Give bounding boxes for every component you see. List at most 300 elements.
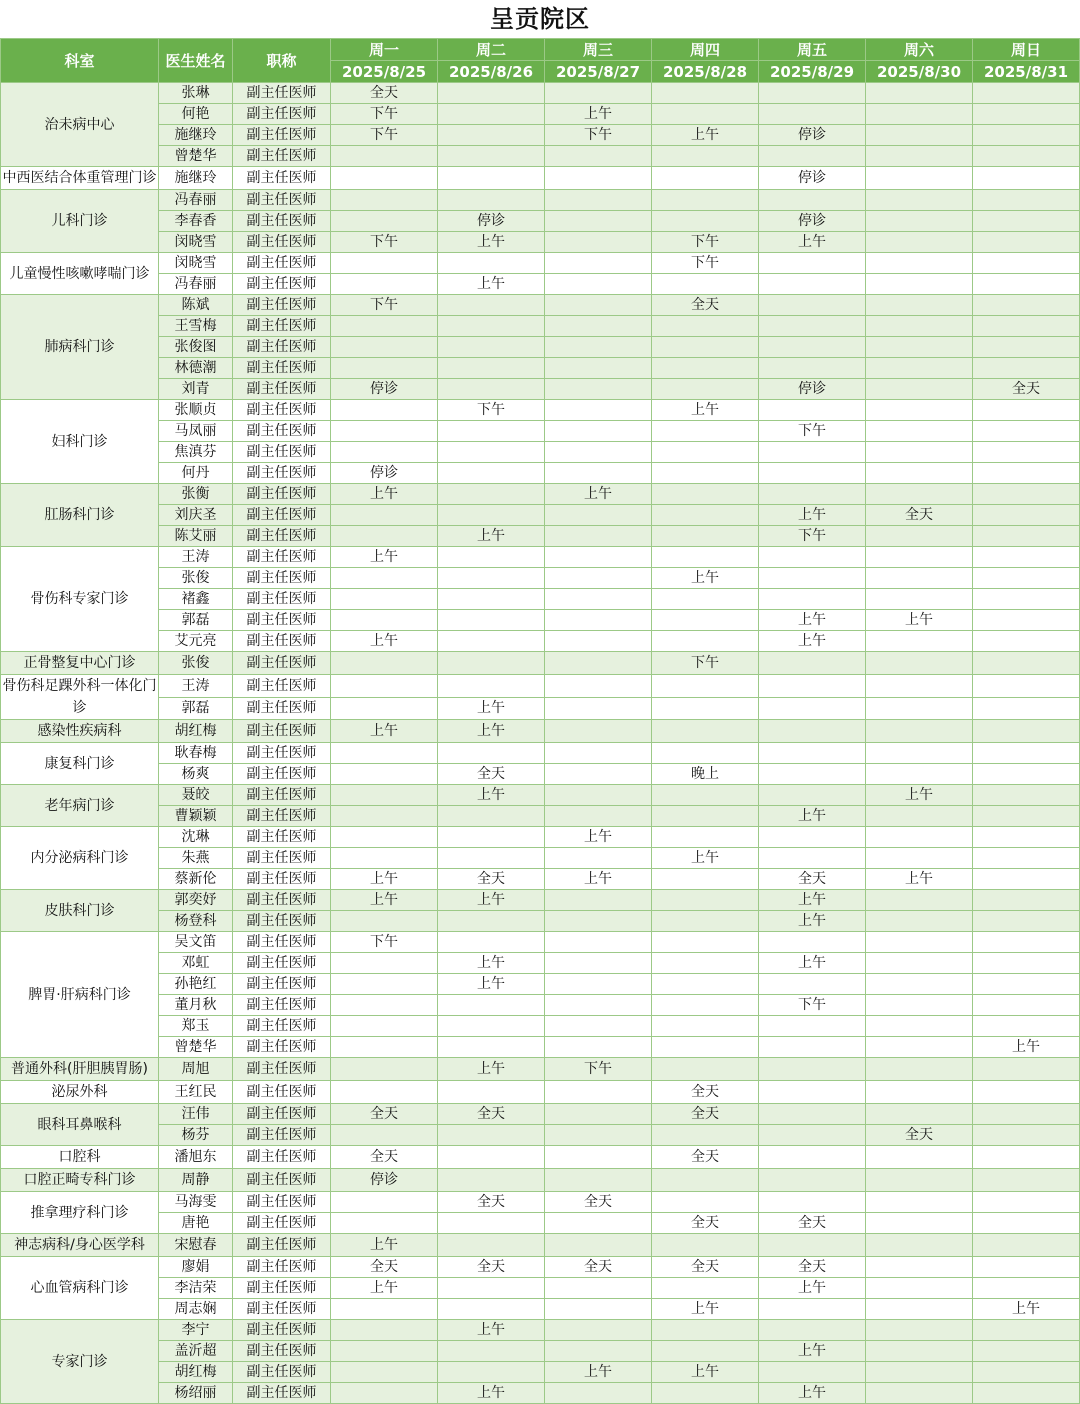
- doctor-title: 副主任医师: [233, 1234, 331, 1257]
- schedule-cell: [866, 1320, 973, 1341]
- doctor-name: 张俊: [159, 652, 233, 675]
- schedule-cell: [973, 995, 1080, 1016]
- schedule-cell: 全天: [438, 764, 545, 785]
- schedule-cell: [652, 442, 759, 463]
- schedule-cell: 上午: [438, 697, 545, 720]
- schedule-cell: [973, 421, 1080, 442]
- schedule-cell: [866, 83, 973, 104]
- schedule-cell: [652, 463, 759, 484]
- schedule-cell: [973, 743, 1080, 764]
- schedule-cell: [438, 125, 545, 146]
- schedule-cell: [652, 167, 759, 190]
- schedule-cell: [759, 675, 866, 698]
- table-row: [1, 1341, 1080, 1362]
- schedule-cell: [759, 764, 866, 785]
- schedule-cell: [545, 547, 652, 568]
- schedule-cell: 全天: [759, 1257, 866, 1278]
- schedule-cell: 上午: [652, 568, 759, 589]
- doctor-title: 副主任医师: [233, 167, 331, 190]
- table-row: [1, 1299, 1080, 1320]
- header-day-mon: 周一: [331, 39, 438, 61]
- doctor-name: 马凤丽: [159, 421, 233, 442]
- table-row: [1, 652, 1080, 675]
- department-name: 专家门诊: [1, 1320, 159, 1404]
- schedule-cell: [866, 400, 973, 421]
- table-row: [1, 995, 1080, 1016]
- schedule-cell: 上午: [545, 484, 652, 505]
- schedule-cell: [652, 890, 759, 911]
- schedule-cell: [652, 526, 759, 547]
- header-day-sun: 周日: [973, 39, 1080, 61]
- doctor-name: 胡红梅: [159, 1362, 233, 1383]
- schedule-cell: 上午: [759, 1341, 866, 1362]
- table-row: [1, 1037, 1080, 1058]
- doctor-title: 副主任医师: [233, 953, 331, 974]
- schedule-cell: [331, 1125, 438, 1146]
- schedule-cell: [545, 379, 652, 400]
- header-date-mon: 2025/8/25: [331, 61, 438, 83]
- schedule-cell: [759, 974, 866, 995]
- schedule-cell: [759, 1320, 866, 1341]
- table-row: [1, 125, 1080, 146]
- schedule-cell: 下午: [331, 932, 438, 953]
- schedule-cell: [331, 827, 438, 848]
- doctor-title: 副主任医师: [233, 785, 331, 806]
- schedule-cell: [545, 631, 652, 652]
- doctor-name: 王雪梅: [159, 316, 233, 337]
- schedule-cell: [866, 743, 973, 764]
- schedule-cell: [545, 1169, 652, 1192]
- schedule-cell: [331, 568, 438, 589]
- doctor-title: 副主任医师: [233, 1299, 331, 1320]
- schedule-cell: [973, 337, 1080, 358]
- schedule-cell: [331, 190, 438, 211]
- schedule-cell: [545, 146, 652, 167]
- doctor-title: 副主任医师: [233, 743, 331, 764]
- table-row: [1, 484, 1080, 505]
- schedule-cell: [331, 146, 438, 167]
- schedule-cell: [438, 146, 545, 167]
- schedule-cell: [866, 652, 973, 675]
- schedule-cell: [652, 743, 759, 764]
- schedule-cell: 上午: [438, 890, 545, 911]
- schedule-cell: [973, 190, 1080, 211]
- schedule-cell: [438, 1169, 545, 1192]
- schedule-cell: 停诊: [759, 125, 866, 146]
- schedule-cell: 停诊: [331, 463, 438, 484]
- schedule-cell: [866, 697, 973, 720]
- schedule-cell: [545, 274, 652, 295]
- schedule-cell: [866, 146, 973, 167]
- schedule-cell: 晚上: [652, 764, 759, 785]
- schedule-cell: [545, 1320, 652, 1341]
- schedule-cell: 停诊: [331, 1169, 438, 1192]
- schedule-cell: [973, 463, 1080, 484]
- schedule-cell: [652, 274, 759, 295]
- schedule-cell: [866, 848, 973, 869]
- schedule-cell: [973, 953, 1080, 974]
- schedule-cell: 上午: [759, 911, 866, 932]
- doctor-title: 副主任医师: [233, 104, 331, 125]
- schedule-cell: 上午: [545, 1362, 652, 1383]
- schedule-cell: 上午: [438, 1058, 545, 1081]
- schedule-cell: [866, 316, 973, 337]
- doctor-name: 潘旭东: [159, 1146, 233, 1169]
- table-row: [1, 526, 1080, 547]
- schedule-cell: [759, 827, 866, 848]
- schedule-cell: 停诊: [759, 379, 866, 400]
- schedule-cell: [866, 1081, 973, 1104]
- doctor-name: 冯春丽: [159, 274, 233, 295]
- schedule-cell: 全天: [652, 1104, 759, 1125]
- schedule-cell: [652, 911, 759, 932]
- schedule-cell: [759, 83, 866, 104]
- schedule-cell: [866, 358, 973, 379]
- schedule-cell: [973, 589, 1080, 610]
- schedule-cell: [652, 827, 759, 848]
- schedule-cell: [331, 1341, 438, 1362]
- schedule-cell: 下午: [759, 995, 866, 1016]
- doctor-name: 郭磊: [159, 697, 233, 720]
- table-row: [1, 610, 1080, 631]
- table-row: [1, 848, 1080, 869]
- schedule-cell: [331, 652, 438, 675]
- schedule-cell: [973, 400, 1080, 421]
- schedule-cell: [652, 337, 759, 358]
- schedule-cell: 上午: [866, 785, 973, 806]
- doctor-title: 副主任医师: [233, 974, 331, 995]
- schedule-cell: [866, 1169, 973, 1192]
- doctor-title: 副主任医师: [233, 827, 331, 848]
- schedule-cell: 上午: [545, 104, 652, 125]
- schedule-cell: [331, 274, 438, 295]
- schedule-cell: [545, 652, 652, 675]
- schedule-cell: [438, 442, 545, 463]
- schedule-cell: [973, 253, 1080, 274]
- doctor-title: 副主任医师: [233, 675, 331, 698]
- schedule-cell: [545, 568, 652, 589]
- table-row: [1, 675, 1080, 698]
- schedule-cell: 全天: [545, 1192, 652, 1213]
- table-row: [1, 400, 1080, 421]
- schedule-cell: [331, 764, 438, 785]
- doctor-title: 副主任医师: [233, 316, 331, 337]
- table-row: [1, 785, 1080, 806]
- schedule-cell: [973, 295, 1080, 316]
- schedule-cell: [973, 1169, 1080, 1192]
- schedule-cell: [545, 1299, 652, 1320]
- table-body: [1, 83, 1080, 1404]
- schedule-cell: [759, 274, 866, 295]
- doctor-name: 蔡新伦: [159, 869, 233, 890]
- schedule-cell: [545, 83, 652, 104]
- schedule-cell: [759, 1037, 866, 1058]
- schedule-cell: 上午: [438, 720, 545, 743]
- schedule-cell: [545, 337, 652, 358]
- schedule-cell: [438, 1125, 545, 1146]
- schedule-cell: [652, 1016, 759, 1037]
- schedule-cell: [331, 421, 438, 442]
- schedule-cell: [545, 1016, 652, 1037]
- schedule-cell: [759, 1192, 866, 1213]
- doctor-name: 张琳: [159, 83, 233, 104]
- doctor-title: 副主任医师: [233, 1213, 331, 1234]
- doctor-name: 张衡: [159, 484, 233, 505]
- schedule-cell: [973, 104, 1080, 125]
- schedule-cell: [331, 785, 438, 806]
- doctor-name: 曾楚华: [159, 146, 233, 167]
- header-name: 医生姓名: [159, 39, 233, 83]
- schedule-cell: [973, 442, 1080, 463]
- schedule-cell: [759, 652, 866, 675]
- doctor-name: 唐艳: [159, 1213, 233, 1234]
- schedule-cell: [545, 743, 652, 764]
- doctor-name: 杨爽: [159, 764, 233, 785]
- schedule-cell: [652, 421, 759, 442]
- doctor-title: 副主任医师: [233, 720, 331, 743]
- doctor-title: 副主任医师: [233, 995, 331, 1016]
- schedule-cell: [866, 890, 973, 911]
- schedule-cell: [759, 1125, 866, 1146]
- doctor-title: 副主任医师: [233, 1320, 331, 1341]
- schedule-cell: 上午: [759, 1278, 866, 1299]
- schedule-cell: 上午: [759, 610, 866, 631]
- schedule-cell: [331, 806, 438, 827]
- schedule-cell: [866, 932, 973, 953]
- doctor-title: 副主任医师: [233, 869, 331, 890]
- schedule-cell: [545, 232, 652, 253]
- schedule-cell: [973, 1213, 1080, 1234]
- schedule-cell: [866, 827, 973, 848]
- table-row: [1, 1213, 1080, 1234]
- schedule-cell: [545, 190, 652, 211]
- schedule-cell: [331, 442, 438, 463]
- schedule-cell: [866, 764, 973, 785]
- schedule-cell: [652, 190, 759, 211]
- schedule-cell: [973, 505, 1080, 526]
- schedule-cell: [545, 442, 652, 463]
- schedule-cell: [866, 463, 973, 484]
- table-row: [1, 827, 1080, 848]
- schedule-cell: [759, 253, 866, 274]
- schedule-cell: [866, 547, 973, 568]
- doctor-name: 刘青: [159, 379, 233, 400]
- doctor-name: 张俊图: [159, 337, 233, 358]
- schedule-cell: 全天: [866, 1125, 973, 1146]
- schedule-cell: [545, 764, 652, 785]
- schedule-cell: [545, 316, 652, 337]
- schedule-cell: [331, 848, 438, 869]
- schedule-cell: [652, 1169, 759, 1192]
- schedule-cell: [866, 1234, 973, 1257]
- schedule-cell: 上午: [438, 785, 545, 806]
- schedule-cell: [652, 869, 759, 890]
- doctor-name: 冯春丽: [159, 190, 233, 211]
- schedule-cell: [652, 1125, 759, 1146]
- department-name: 眼科耳鼻喉科: [1, 1104, 159, 1146]
- schedule-cell: [973, 675, 1080, 698]
- schedule-cell: [438, 806, 545, 827]
- table-row: [1, 953, 1080, 974]
- schedule-cell: 下午: [331, 295, 438, 316]
- schedule-cell: [545, 400, 652, 421]
- table-row: [1, 1016, 1080, 1037]
- schedule-cell: [759, 1058, 866, 1081]
- doctor-title: 副主任医师: [233, 442, 331, 463]
- doctor-name: 闵晓雪: [159, 253, 233, 274]
- department-name: 泌尿外科: [1, 1081, 159, 1104]
- doctor-name: 马海雯: [159, 1192, 233, 1213]
- schedule-cell: 上午: [331, 547, 438, 568]
- schedule-cell: 停诊: [759, 211, 866, 232]
- table-row: [1, 1146, 1080, 1169]
- schedule-cell: [331, 911, 438, 932]
- doctor-name: 王红民: [159, 1081, 233, 1104]
- schedule-cell: [331, 253, 438, 274]
- schedule-cell: [545, 1383, 652, 1404]
- schedule-cell: [652, 995, 759, 1016]
- schedule-cell: [652, 1234, 759, 1257]
- schedule-cell: [331, 337, 438, 358]
- table-row: [1, 232, 1080, 253]
- schedule-cell: [438, 547, 545, 568]
- schedule-cell: [652, 932, 759, 953]
- schedule-cell: [438, 83, 545, 104]
- schedule-cell: [331, 697, 438, 720]
- doctor-title: 副主任医师: [233, 547, 331, 568]
- schedule-cell: [973, 827, 1080, 848]
- schedule-cell: [866, 190, 973, 211]
- schedule-cell: [438, 104, 545, 125]
- schedule-cell: 全天: [652, 1257, 759, 1278]
- schedule-cell: [973, 610, 1080, 631]
- doctor-name: 沈琳: [159, 827, 233, 848]
- schedule-cell: 下午: [331, 232, 438, 253]
- schedule-cell: [652, 358, 759, 379]
- schedule-cell: [973, 869, 1080, 890]
- schedule-cell: [866, 720, 973, 743]
- schedule-cell: [866, 421, 973, 442]
- schedule-cell: [759, 1362, 866, 1383]
- header-day-sat: 周六: [866, 39, 973, 61]
- table-row: [1, 1383, 1080, 1404]
- schedule-cell: [973, 911, 1080, 932]
- schedule-cell: [438, 463, 545, 484]
- doctor-name: 张俊: [159, 568, 233, 589]
- schedule-cell: [866, 442, 973, 463]
- schedule-table: [0, 38, 1080, 1404]
- schedule-cell: [866, 1213, 973, 1234]
- department-name: 老年病门诊: [1, 785, 159, 827]
- schedule-cell: [973, 146, 1080, 167]
- schedule-cell: [973, 720, 1080, 743]
- doctor-name: 焦滇芬: [159, 442, 233, 463]
- schedule-cell: [973, 484, 1080, 505]
- schedule-cell: [331, 589, 438, 610]
- table-row: [1, 1125, 1080, 1146]
- doctor-title: 副主任医师: [233, 652, 331, 675]
- schedule-cell: 全天: [438, 869, 545, 890]
- doctor-name: 曾楚华: [159, 1037, 233, 1058]
- schedule-cell: 全天: [866, 505, 973, 526]
- schedule-cell: [652, 316, 759, 337]
- schedule-cell: [545, 610, 652, 631]
- schedule-cell: [331, 743, 438, 764]
- doctor-title: 副主任医师: [233, 190, 331, 211]
- schedule-cell: [759, 442, 866, 463]
- doctor-name: 林德潮: [159, 358, 233, 379]
- schedule-cell: 停诊: [759, 167, 866, 190]
- schedule-cell: [973, 1081, 1080, 1104]
- schedule-cell: [866, 1104, 973, 1125]
- department-name: 正骨整复中心门诊: [1, 652, 159, 675]
- schedule-cell: [973, 1278, 1080, 1299]
- schedule-cell: [438, 1146, 545, 1169]
- doctor-title: 副主任医师: [233, 358, 331, 379]
- doctor-title: 副主任医师: [233, 631, 331, 652]
- schedule-cell: [759, 547, 866, 568]
- schedule-cell: 上午: [866, 869, 973, 890]
- table-row: [1, 869, 1080, 890]
- schedule-cell: [866, 232, 973, 253]
- doctor-title: 副主任医师: [233, 1341, 331, 1362]
- doctor-name: 王涛: [159, 547, 233, 568]
- doctor-title: 副主任医师: [233, 146, 331, 167]
- department-name: 推拿理疗科门诊: [1, 1192, 159, 1234]
- schedule-cell: [973, 1341, 1080, 1362]
- schedule-cell: [866, 675, 973, 698]
- table-row: [1, 146, 1080, 167]
- schedule-cell: [866, 379, 973, 400]
- schedule-cell: [973, 697, 1080, 720]
- schedule-cell: [331, 1362, 438, 1383]
- schedule-cell: [545, 890, 652, 911]
- doctor-title: 副主任医师: [233, 125, 331, 146]
- schedule-cell: [438, 1278, 545, 1299]
- department-name: 骨伤科足踝外科一体化门诊: [1, 675, 159, 720]
- doctor-name: 杨芬: [159, 1125, 233, 1146]
- schedule-cell: [652, 610, 759, 631]
- schedule-cell: [866, 631, 973, 652]
- header-day-tue: 周二: [438, 39, 545, 61]
- schedule-cell: [652, 720, 759, 743]
- table-row: [1, 697, 1080, 720]
- schedule-cell: [545, 932, 652, 953]
- schedule-cell: [652, 974, 759, 995]
- table-row: [1, 463, 1080, 484]
- schedule-cell: [438, 848, 545, 869]
- schedule-cell: [652, 697, 759, 720]
- schedule-cell: [331, 1037, 438, 1058]
- doctor-name: 周志娴: [159, 1299, 233, 1320]
- schedule-cell: [545, 1104, 652, 1125]
- schedule-cell: [652, 631, 759, 652]
- schedule-cell: [652, 484, 759, 505]
- schedule-cell: [545, 1125, 652, 1146]
- schedule-cell: 上午: [759, 505, 866, 526]
- schedule-cell: [866, 1192, 973, 1213]
- schedule-cell: 全天: [652, 1146, 759, 1169]
- schedule-cell: [438, 379, 545, 400]
- header-day-wed: 周三: [545, 39, 652, 61]
- schedule-cell: 下午: [545, 1058, 652, 1081]
- schedule-cell: 上午: [438, 1320, 545, 1341]
- doctor-name: 何艳: [159, 104, 233, 125]
- table-row: [1, 974, 1080, 995]
- department-name: 骨伤科专家门诊: [1, 547, 159, 652]
- schedule-cell: [866, 974, 973, 995]
- schedule-cell: [973, 568, 1080, 589]
